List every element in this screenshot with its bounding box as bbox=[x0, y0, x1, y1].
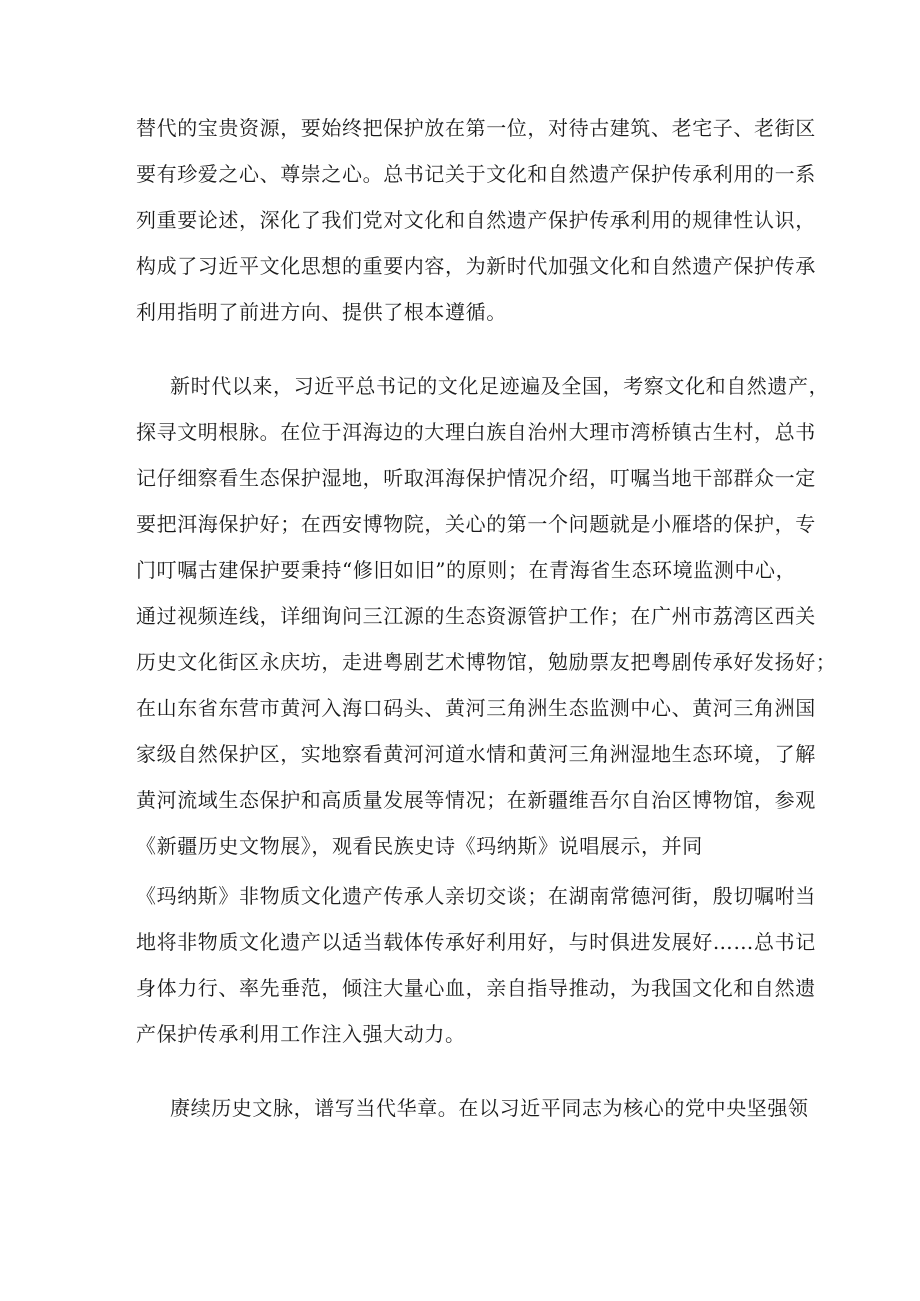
paragraph-2-line-3: 记仔细察看生态保护湿地，听取洱海保护情况介绍，叮嘱当地干部群众一定 bbox=[136, 466, 816, 490]
paragraph-1-line-3: 列重要论述，深化了我们党对文化和自然遗产保护传承利用的规律性认识， bbox=[136, 208, 816, 232]
paragraph-2-line-6: 通过视频连线，详细询问三江源的生态资源管护工作；在广州市荔湾区西关 bbox=[136, 604, 816, 628]
paragraph-1-line-5: 利用指明了前进方向、提供了根本遵循。 bbox=[136, 300, 507, 324]
paragraph-2-line-13: 地将非物质文化遗产以适当载体传承好利用好，与时俱进发展好……总书记 bbox=[136, 930, 816, 954]
paragraph-2-line-5: 门叮嘱古建保护要秉持“修旧如旧”的原则；在青海省生态环境监测中心， bbox=[136, 558, 797, 582]
paragraph-2-line-10: 黄河流域生态保护和高质量发展等情况；在新疆维吾尔自治区博物馆，参观 bbox=[136, 788, 816, 812]
paragraph-3-line-1: 赓续历史文脉，谱写当代华章。在以习近平同志为核心的党中央坚强领 bbox=[170, 1096, 809, 1120]
paragraph-2-line-1: 新时代以来，习近平总书记的文化足迹遍及全国，考察文化和自然遗产， bbox=[170, 374, 830, 398]
paragraph-2-line-12: 《玛纳斯》非物质文化遗产传承人亲切交谈；在湖南常德河街，殷切嘱咐当 bbox=[136, 884, 816, 908]
paragraph-1-line-2: 要有珍爱之心、尊崇之心。总书记关于文化和自然遗产保护传承利用的一系 bbox=[136, 162, 816, 186]
paragraph-2-line-4: 要把洱海保护好；在西安博物院，关心的第一个问题就是小雁塔的保护，专 bbox=[136, 512, 816, 536]
paragraph-2-line-8: 在山东省东营市黄河入海口码头、黄河三角洲生态监测中心、黄河三角洲国 bbox=[136, 696, 816, 720]
paragraph-2-line-9: 家级自然保护区，实地察看黄河河道水情和黄河三角洲湿地生态环境，了解 bbox=[136, 742, 816, 766]
paragraph-2-line-2: 探寻文明根脉。在位于洱海边的大理白族自治州大理市湾桥镇古生村，总书 bbox=[136, 420, 816, 444]
paragraph-2-line-15: 产保护传承利用工作注入强大动力。 bbox=[136, 1022, 466, 1046]
paragraph-2-line-14: 身体力行、率先垂范，倾注大量心血，亲自指导推动，为我国文化和自然遗 bbox=[136, 976, 816, 1000]
paragraph-1-line-4: 构成了习近平文化思想的重要内容，为新时代加强文化和自然遗产保护传承 bbox=[136, 254, 816, 278]
paragraph-2-line-11: 《新疆历史文物展》，观看民族史诗《玛纳斯》说唱展示，并同 bbox=[136, 834, 703, 858]
paragraph-2-line-7: 历史文化街区永庆坊，走进粤剧艺术博物馆，勉励票友把粤剧传承好发扬好； bbox=[136, 650, 837, 674]
paragraph-1-line-1: 替代的宝贵资源，要始终把保护放在第一位，对待古建筑、老宅子、老街区 bbox=[136, 116, 816, 140]
